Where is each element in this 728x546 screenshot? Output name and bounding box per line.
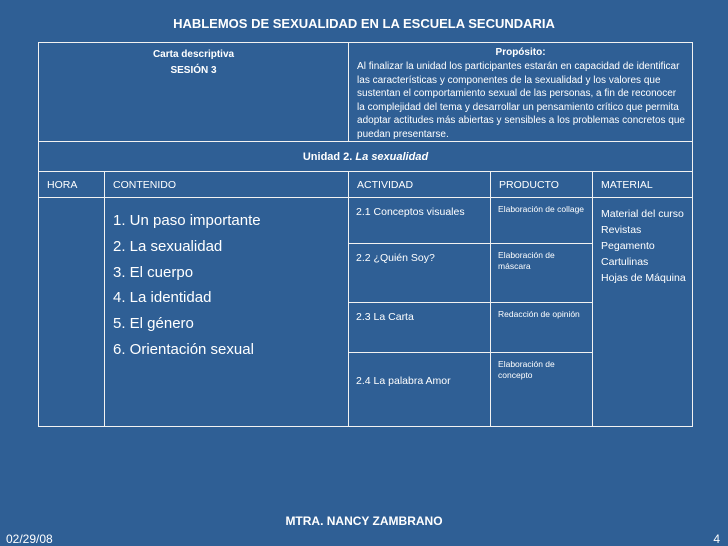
content-item: 3. El cuerpo xyxy=(113,263,194,281)
product-cell: Elaboración de collage xyxy=(491,198,593,244)
unit-prefix: Unidad 2. xyxy=(302,150,353,163)
author-name: MTRA. NANCY ZAMBRANO xyxy=(285,514,443,528)
material-item: Material del curso xyxy=(601,208,684,220)
material-item: Revistas xyxy=(601,224,642,236)
material-item: Cartulinas xyxy=(601,256,649,268)
activity-cell: 2.4 La palabra Amor xyxy=(349,353,491,427)
content-item: 6. Orientación sexual xyxy=(113,340,254,358)
carta-label: Carta descriptiva xyxy=(152,49,235,60)
content-item: 2. La sexualidad xyxy=(113,237,223,255)
header-hora: HORA xyxy=(39,172,105,198)
activity-cell: 2.2 ¿Quién Soy? xyxy=(349,244,491,303)
content-item: 1. Un paso importante xyxy=(113,212,261,229)
content-item: 5. El género xyxy=(113,315,194,333)
header-actividad: ACTIVIDAD xyxy=(349,172,491,198)
material-item: Pegamento xyxy=(601,240,655,252)
descriptive-table xyxy=(38,42,693,427)
proposito-heading: Propósito: xyxy=(495,47,546,58)
product-cell: Redacción de opinión xyxy=(491,303,593,353)
content-item: 4. La identidad xyxy=(113,289,212,307)
header-material: MATERIAL xyxy=(593,172,693,198)
unit-name: La sexualidad xyxy=(355,150,429,163)
slide-date: 02/29/08 xyxy=(6,532,53,546)
content-list xyxy=(105,198,349,427)
activity-cell: 2.1 Conceptos visuales xyxy=(349,198,491,244)
session-label: SESIÓN 3 xyxy=(170,65,217,76)
material-item: Hojas de Máquina xyxy=(601,272,686,284)
hora-cell xyxy=(39,198,105,427)
page-number: 4 xyxy=(713,532,720,546)
page-title: HABLEMOS DE SEXUALIDAD EN LA ESCUELA SECUNDARIA xyxy=(173,16,555,31)
proposito-text: Al finalizar la unidad los participantes estarán en capacidad de identificar las características y componentes de la sexualidad y los valores que sustentan el comportamiento sexual de las personas, a fin de reconocer la complejidad del tema y desarrollar un pensamiento crítico que permita adoptar actitudes más abiertas y sensibles a los problemas concretos que puedan presentarse. xyxy=(357,61,685,140)
product-cell: Elaboración de máscara xyxy=(491,244,593,303)
proposito-cell xyxy=(349,43,693,142)
unit-title xyxy=(39,142,693,172)
header-producto: PRODUCTO xyxy=(491,172,593,198)
header-contenido: CONTENIDO xyxy=(105,172,349,198)
material-list xyxy=(593,198,693,427)
product-cell: Elaboración de concepto xyxy=(491,353,593,427)
carta-cell xyxy=(39,43,349,142)
activity-cell: 2.3 La Carta xyxy=(349,303,491,353)
